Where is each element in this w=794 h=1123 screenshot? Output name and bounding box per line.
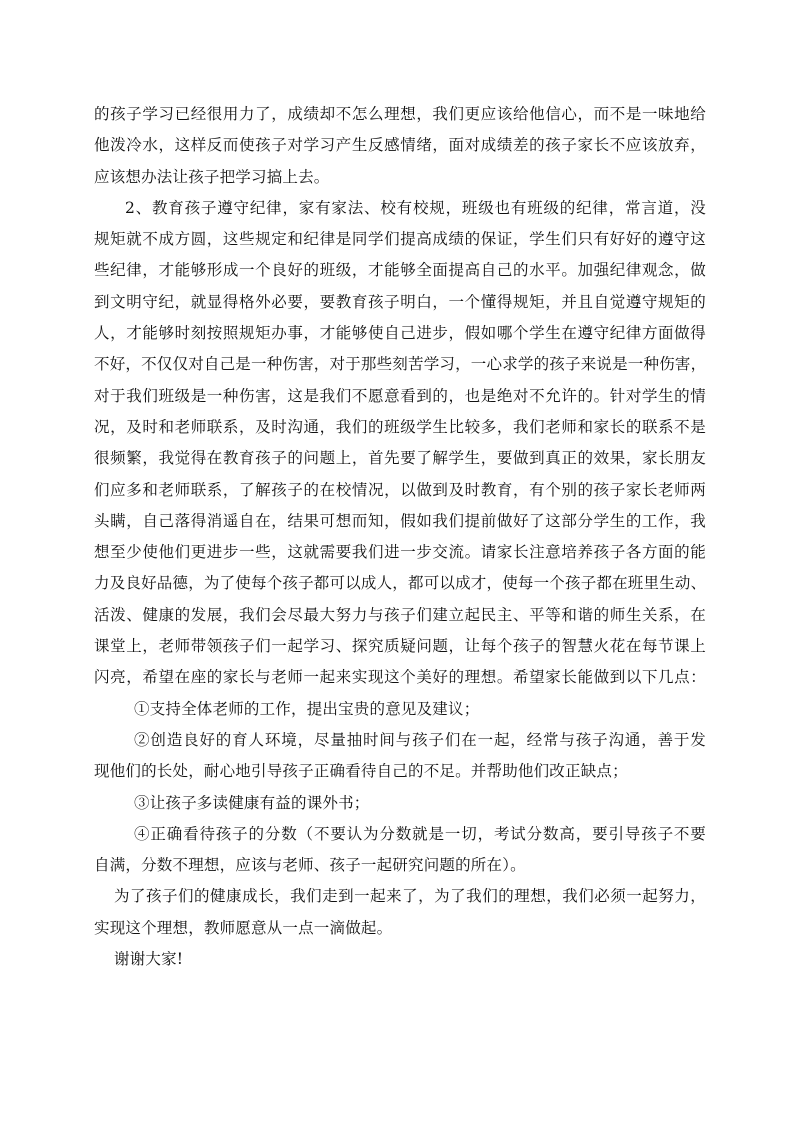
text-line: 想至少使他们更进步一些，这就需要我们进一步交流。请家长注意培养孩子各方面的能 — [94, 543, 706, 562]
text-line: 应该想办法让孩子把学习搞上去。 — [94, 167, 330, 186]
text-line: 他泼冷水，这样反而使孩子对学习产生反感情绪，面对成绩差的孩子家长不应该放弃， — [94, 136, 706, 155]
text-line: 自满，分数不理想，应该与老师、孩子一起研究问题的所在）。 — [94, 856, 526, 875]
list-item-2: ②创造良好的育人环境，尽量抽时间与孩子们在一起，经常与孩子沟通，善于发 — [134, 730, 706, 749]
text-line: 们应多和老师联系，了解孩子的在校情况，以做到及时教育，有个别的孩子家长老师两 — [94, 480, 706, 499]
document-body — [94, 99, 706, 975]
text-line: 实现这个理想，教师愿意从一点一滴做起。 — [94, 918, 393, 937]
text-line: 课堂上，老师带领孩子们一起学习、探究质疑问题，让每个孩子的智慧火花在每节课上 — [94, 637, 706, 656]
text-line: 力及良好品德，为了使每个孩子都可以成人，都可以成才，使每一个孩子都在班里生动、 — [94, 574, 707, 593]
list-item-3: ③让孩子多读健康有益的课外书； — [134, 793, 370, 812]
text-line: 闪亮，希望在座的家长与老师一起来实现这个美好的理想。希望家长能做到以下几点： — [94, 668, 706, 687]
text-line: 不好，不仅仅对自己是一种伤害，对于那些刻苦学习，一心求学的孩子来说是一种伤害， — [94, 355, 707, 374]
text-line: 况，及时和老师联系，及时沟通，我们的班级学生比较多，我们老师和家长的联系不是 — [94, 417, 706, 436]
list-item-4: ④正确看待孩子的分数（不要认为分数就是一切，考试分数高，要引导孩子不要 — [134, 824, 706, 843]
text-line: 人，才能够时刻按照规矩办事，才能够使自己进步，假如哪个学生在遵守纪律方面做得 — [94, 324, 706, 343]
text-line: 的孩子学习已经很用力了，成绩却不怎么理想，我们更应该给他信心，而不是一味地给 — [94, 105, 706, 123]
text-line: 对于我们班级是一种伤害，这是我们不愿意看到的，也是绝对不允许的。针对学生的情 — [94, 386, 706, 405]
closing-thanks: 谢谢大家! — [114, 950, 184, 969]
text-line: 些纪律，才能够形成一个良好的班级，才能够全面提高自己的水平。加强纪律观念，做 — [94, 261, 706, 280]
list-item-1: ①支持全体老师的工作，提出宝贵的意见及建议； — [134, 699, 480, 718]
text-line: 头瞒，自己落得消遥自在，结果可想而知，假如我们提前做好了这部分学生的工作，我 — [94, 511, 706, 530]
text-line: 现他们的长处，耐心地引导孩子正确看待自己的不足。并帮助他们改正缺点； — [94, 762, 628, 781]
text-line: 规矩就不成方圆，这些规定和纪律是同学们提高成绩的保证，学生们只有好好的遵守这 — [94, 230, 706, 249]
paragraph-heading-line: 2、教育孩子遵守纪律，家有家法、校有校规，班级也有班级的纪律，常言道，没 — [125, 198, 706, 217]
text-line: 很频繁，我觉得在教育孩子的问题上，首先要了解学生，要做到真正的效果，家长朋友 — [94, 449, 706, 468]
text-line: 到文明守纪，就显得格外必要，要教育孩子明白，一个懂得规矩，并且自觉遵守规矩的 — [94, 292, 706, 311]
text-line: 活泼、健康的发展，我们会尽最大努力与孩子们建立起民主、平等和谐的师生关系，在 — [94, 605, 706, 624]
closing-paragraph-line: 为了孩子们的健康成长，我们走到一起来了，为了我们的理想，我们必须一起努力， — [114, 887, 706, 906]
